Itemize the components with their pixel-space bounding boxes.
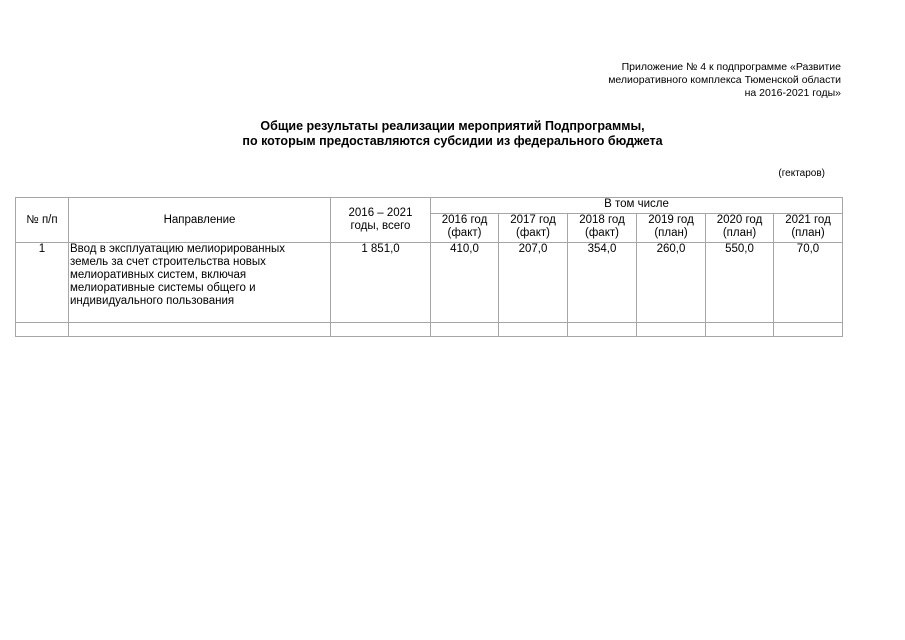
title-line: Общие результаты реализации мероприятий Подпрограммы, <box>260 119 645 133</box>
direction-line: мелиоративных систем, включая <box>70 269 247 281</box>
row-value-2021: 70,0 <box>774 243 843 323</box>
empty-cell <box>499 323 568 337</box>
header-year-2019 <box>637 214 706 243</box>
year-kind: (план) <box>654 227 688 239</box>
row-value-2016: 410,0 <box>431 243 499 323</box>
empty-cell <box>568 323 637 337</box>
empty-cell <box>774 323 843 337</box>
row-value-2018: 354,0 <box>568 243 637 323</box>
empty-cell <box>637 323 706 337</box>
year-kind: (факт) <box>516 227 550 239</box>
year-label: 2020 год <box>716 214 763 226</box>
appendix-header <box>608 61 841 100</box>
row-value-2020: 550,0 <box>706 243 774 323</box>
year-label: 2021 год <box>785 214 831 226</box>
header-year-2017 <box>499 214 568 243</box>
row-num: 1 <box>16 243 69 323</box>
header-total <box>331 198 431 243</box>
appendix-line: на 2016-2021 годы» <box>744 87 841 99</box>
direction-line: Ввод в эксплуатацию мелиорированных <box>70 243 286 255</box>
year-label: 2017 год <box>510 214 556 226</box>
header-year-2018 <box>568 214 637 243</box>
title-line: по которым предоставляются субсидии из федерального бюджета <box>242 134 663 148</box>
direction-line: земель за счет строительства новых <box>70 256 266 268</box>
empty-cell <box>16 323 69 337</box>
header-year-2020 <box>706 214 774 243</box>
unit-label: (гектаров) <box>778 168 825 179</box>
table-row-empty <box>16 323 843 337</box>
appendix-line: мелиоративного комплекса Тюменской области <box>608 74 841 86</box>
year-kind: (план) <box>791 227 825 239</box>
direction-line: индивидуального пользования <box>70 295 235 307</box>
header-direction: Направление <box>69 198 331 243</box>
header-including: В том числе <box>431 198 843 214</box>
row-value-2019: 260,0 <box>637 243 706 323</box>
header-num: № п/п <box>16 198 69 243</box>
year-kind: (факт) <box>585 227 619 239</box>
year-label: 2019 год <box>648 214 694 226</box>
empty-cell <box>431 323 499 337</box>
empty-cell <box>69 323 331 337</box>
results-table <box>15 197 843 337</box>
appendix-line: Приложение № 4 к подпрограмме «Развитие <box>621 61 841 73</box>
year-label: 2018 год <box>579 214 625 226</box>
row-value-2017: 207,0 <box>499 243 568 323</box>
direction-line: мелиоративные системы общего и <box>70 282 256 294</box>
empty-cell <box>331 323 431 337</box>
table-row <box>16 243 843 323</box>
year-kind: (факт) <box>447 227 482 239</box>
year-kind: (план) <box>722 227 757 239</box>
row-direction <box>69 243 331 323</box>
header-year-2021 <box>774 214 843 243</box>
document-title <box>0 119 905 149</box>
year-label: 2016 год <box>441 214 488 226</box>
header-total-line1: 2016 – 2021 <box>348 207 413 219</box>
row-total: 1 851,0 <box>331 243 431 323</box>
header-total-line2: годы, всего <box>350 220 411 232</box>
empty-cell <box>706 323 774 337</box>
header-year-2016 <box>431 214 499 243</box>
